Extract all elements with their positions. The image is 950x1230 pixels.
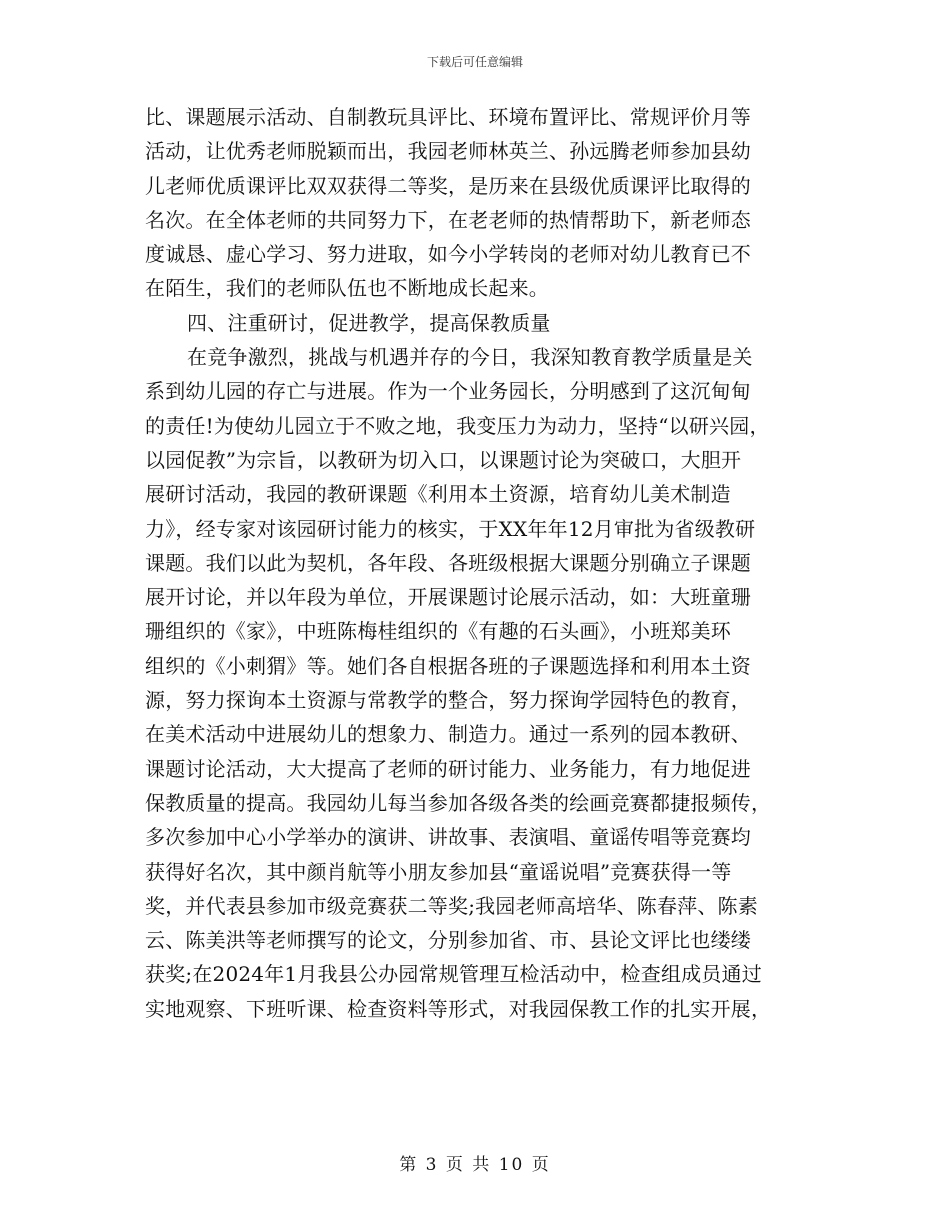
text-line: 活动，让优秀老师脱颖而出，我园老师林英兰、孙远腾老师参加县幼 xyxy=(145,139,751,164)
document-body xyxy=(145,100,810,1026)
text-line: 课题。我们以此为契机，各年段、各班级根据大课题分别确立子课题 xyxy=(145,550,751,575)
text-line: 课题讨论活动，大大提高了老师的研讨能力、业务能力，有力地促进 xyxy=(145,756,751,781)
text-line: 组织的《小刺猬》等。她们各自根据各班的子课题选择和利用本土资 xyxy=(145,653,751,678)
text-line: 力》，经专家对该园研讨能力的核实，于XX年年12月审批为省级教研 xyxy=(145,516,756,541)
text-line: 获奖;在2024年1月我县公办园常规管理互检活动中，检查组成员通过 xyxy=(145,962,762,987)
page-number-footer: 第 3 页 共 10 页 xyxy=(399,1155,551,1175)
text-line: 儿老师优质课评比双双获得二等奖，是历来在县级优质课评比取得的 xyxy=(145,173,751,198)
text-line: 多次参加中心小学举办的演讲、讲故事、表演唱、童谣传唱等竞赛均 xyxy=(145,825,751,850)
text-line: 获得好名次，其中颜肖航等小朋友参加县“童谣说唱”竞赛获得一等 xyxy=(145,859,732,884)
text-line: 以园促教”为宗旨，以教研为切入口，以课题讨论为突破口，大胆开 xyxy=(145,447,742,472)
text-line: 比、课题展示活动、自制教玩具评比、环境布置评比、常规评价月等 xyxy=(145,105,751,129)
text-line: 珊组织的《家》，中班陈梅桂组织的《有趣的石头画》，小班郑美环 xyxy=(145,619,731,644)
text-line: 奖，并代表县参加市级竞赛获二等奖;我园老师高培华、陈春萍、陈素 xyxy=(145,893,758,918)
page-header: 下载后可任意编辑 xyxy=(426,55,523,69)
text-line: 度诚恳、虚心学习、努力进取，如今小学转岗的老师对幼儿教育已不 xyxy=(145,242,751,267)
text-line: 在美术活动中进展幼儿的想象力、制造力。通过一系列的园本教研、 xyxy=(145,722,751,747)
section-heading: 四、注重研讨，促进教学，提高保教质量 xyxy=(187,310,551,335)
text-line: 在陌生，我们的老师队伍也不断地成长起来。 xyxy=(145,276,549,301)
text-line: 云、陈美洪等老师撰写的论文，分别参加省、市、县论文评比也缕缕 xyxy=(145,928,751,953)
text-line: 的责任!为使幼儿园立于不败之地，我变压力为动力，坚持“以研兴园， xyxy=(145,413,770,438)
text-line: 名次。在全体老师的共同努力下，在老老师的热情帮助下，新老师态 xyxy=(145,207,751,232)
text-line: 展研讨活动，我园的教研课题《利用本土资源，培育幼儿美术制造 xyxy=(145,482,731,507)
text-line: 实地观察、下班听课、检查资料等形式，对我园保教工作的扎实开展， xyxy=(145,996,772,1021)
text-line: 保教质量的提高。我园幼儿每当参加各级各类的绘画竞赛都捷报频传， xyxy=(145,790,772,815)
text-line: 展开讨论，并以年段为单位，开展课题讨论展示活动，如：大班童珊 xyxy=(145,585,751,610)
text-line: 源，努力探询本土资源与常教学的整合，努力探询学园特色的教育， xyxy=(145,688,751,713)
paragraph-first-line: 在竞争激烈，挑战与机遇并存的今日，我深知教育教学质量是关 xyxy=(187,345,753,370)
text-line: 系到幼儿园的存亡与进展。作为一个业务园长，分明感到了这沉甸甸 xyxy=(145,379,751,404)
